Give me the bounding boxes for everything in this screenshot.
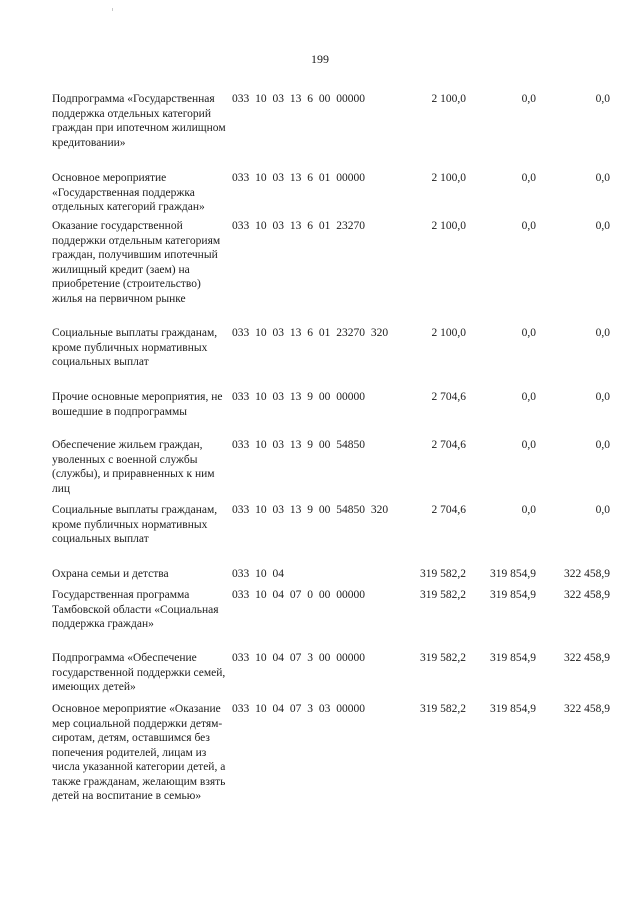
row-value-3: 0,0 <box>595 93 610 105</box>
row-value-3: 322 458,9 <box>564 652 610 664</box>
row-value-2: 319 854,9 <box>490 589 536 601</box>
row-value-3: 0,0 <box>595 220 610 232</box>
row-value-1: 319 582,2 <box>420 568 466 580</box>
row-value-1: 319 582,2 <box>420 703 466 715</box>
row-code: 033 10 04 <box>232 568 284 580</box>
row-name: Охрана семьи и детства <box>52 568 169 580</box>
row-value-2: 0,0 <box>521 220 536 232</box>
row-value-3: 322 458,9 <box>564 703 610 715</box>
row-code: 033 10 04 07 0 00 00000 <box>232 589 365 601</box>
row-code: 033 10 03 13 9 00 00000 <box>232 391 365 403</box>
row-name: Обеспечение жильем граждан, уволенных с военной службы (службы), и приравненных к ним лиц <box>52 439 215 495</box>
row-value-1: 319 582,2 <box>420 589 466 601</box>
row-value-3: 322 458,9 <box>564 568 610 580</box>
row-value-3: 322 458,9 <box>564 589 610 601</box>
row-name: Государственная программа Тамбовской области «Социальная поддержка граждан» <box>52 589 219 630</box>
row-value-2: 0,0 <box>521 172 536 184</box>
row-name: Социальные выплаты гражданам, кроме публичных нормативных социальных выплат <box>52 327 218 368</box>
row-value-1: 2 100,0 <box>431 93 466 105</box>
row-value-2: 0,0 <box>521 327 536 339</box>
row-value-2: 319 854,9 <box>490 652 536 664</box>
row-value-3: 0,0 <box>595 327 610 339</box>
row-code: 033 10 03 13 6 01 00000 <box>232 172 365 184</box>
row-name: Социальные выплаты гражданам, кроме публичных нормативных социальных выплат <box>52 504 218 545</box>
page-number: 199 <box>311 52 329 66</box>
row-value-2: 0,0 <box>521 504 536 516</box>
row-name: Основное мероприятие «Государственная поддержка отдельных категорий граждан» <box>52 172 205 213</box>
row-value-2: 0,0 <box>521 439 536 451</box>
row-code: 033 10 04 07 3 03 00000 <box>232 703 365 715</box>
row-code: 033 10 03 13 6 00 00000 <box>232 93 365 105</box>
row-value-1: 2 100,0 <box>431 220 466 232</box>
row-value-1: 319 582,2 <box>420 652 466 664</box>
row-value-3: 0,0 <box>595 172 610 184</box>
row-value-1: 2 704,6 <box>431 504 466 516</box>
row-value-3: 0,0 <box>595 439 610 451</box>
row-name: Подпрограмма «Обеспечение государственной поддержки семей, имеющих детей» <box>52 652 226 693</box>
row-value-1: 2 100,0 <box>431 327 466 339</box>
row-code: 033 10 03 13 6 01 23270 320 <box>232 327 389 339</box>
row-value-3: 0,0 <box>595 504 610 516</box>
row-value-3: 0,0 <box>595 391 610 403</box>
row-name: Подпрограмма «Государственная поддержка отдельных категорий граждан при ипотечном жилищном кредитовании» <box>52 93 226 149</box>
row-name: Основное мероприятие «Оказание мер социальной поддержки детям-сиротам, детям, оставшимся без попечения родителей, лицам из числа указанной категории детей, а также гражданам, желающим взять детей на воспитание в семью» <box>52 703 226 802</box>
row-name: Оказание государственной поддержки отдельным категориям граждан, получившим ипотечный жилищный кредит (заем) на приобретение (строительство) жилья на первичном рынке <box>52 220 221 305</box>
row-value-1: 2 100,0 <box>431 172 466 184</box>
row-value-2: 0,0 <box>521 93 536 105</box>
row-code: 033 10 03 13 9 00 54850 320 <box>232 504 389 516</box>
row-value-1: 2 704,6 <box>431 391 466 403</box>
row-name: Прочие основные мероприятия, не вошедшие в подпрограммы <box>52 391 223 418</box>
row-value-1: 2 704,6 <box>431 439 466 451</box>
row-value-2: 0,0 <box>521 391 536 403</box>
row-code: 033 10 04 07 3 00 00000 <box>232 652 365 664</box>
row-code: 033 10 03 13 6 01 23270 <box>232 220 365 232</box>
row-value-2: 319 854,9 <box>490 568 536 580</box>
row-code: 033 10 03 13 9 00 54850 <box>232 439 365 451</box>
row-value-2: 319 854,9 <box>490 703 536 715</box>
